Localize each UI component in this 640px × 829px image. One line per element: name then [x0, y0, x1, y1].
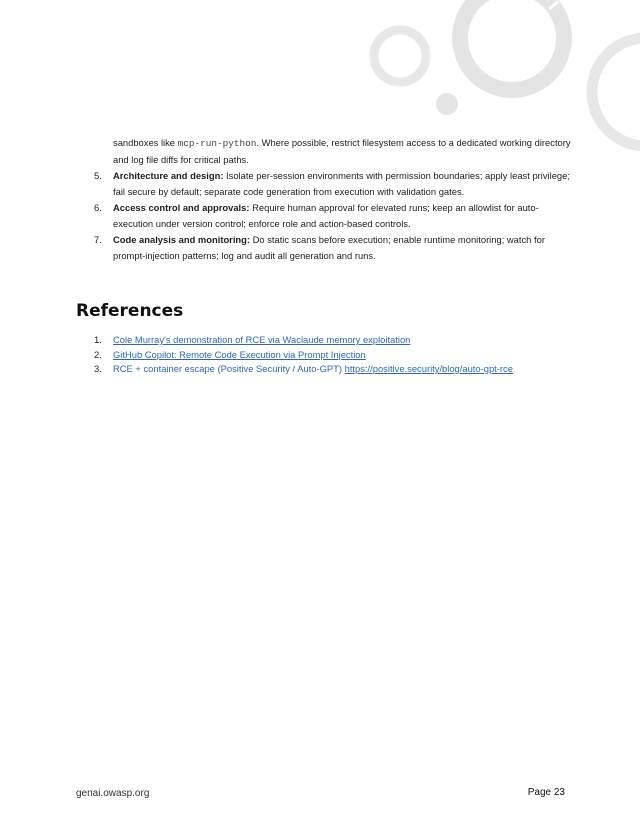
step-label: Architecture and design: — [113, 170, 224, 181]
list-number: 3. — [94, 363, 102, 374]
reference-link-cole-murray[interactable]: Cole Murray's demonstration of RCE via Waclaude memory exploitation — [113, 334, 411, 345]
list-number: 2. — [94, 348, 102, 360]
list-item — [76, 333, 576, 348]
list-item — [76, 232, 576, 264]
reference-link-auto-gpt-rce[interactable]: https://positive.security/blog/auto-gpt-rce — [344, 363, 513, 374]
reference-text-auto-gpt: RCE + container escape (Positive Security / Auto-GPT) — [113, 363, 345, 374]
reference-link-github-copilot[interactable]: GitHub Copilot: Remote Code Execution via Prompt Injection — [113, 348, 366, 360]
mitigation-steps-list — [76, 168, 576, 264]
list-number: 7. — [94, 234, 102, 245]
references-list — [76, 333, 576, 377]
list-number: 1. — [94, 334, 102, 345]
continuation-prefix: sandboxes like — [113, 137, 178, 148]
continuation-paragraph — [113, 135, 576, 168]
step-label: Code analysis and monitoring: — [113, 234, 250, 245]
page-content — [76, 135, 576, 377]
list-item — [76, 200, 576, 232]
step-text: Do static scans before execution; enable runtime monitoring; watch for prompt-injection patterns; log and audit all generation and runs. — [113, 234, 545, 261]
step-text: Require human approval for elevated runs; keep an allowlist for auto-execution under version control; enforce role and action-based controls. — [113, 202, 539, 229]
footer-site-url: genai.owasp.org — [76, 788, 150, 799]
list-item — [76, 348, 576, 363]
inline-code: mcp-run-python — [177, 138, 257, 149]
footer-page-number: Page 23 — [527, 787, 565, 798]
list-item — [76, 168, 576, 200]
list-number: 6. — [94, 202, 102, 213]
references-heading: References — [76, 301, 184, 321]
continuation-suffix: . Where possible, restrict filesystem access to a dedicated working directory and log file diffs for critical paths. — [113, 137, 571, 165]
list-item — [76, 362, 576, 377]
step-label: Access control and approvals: — [113, 202, 250, 213]
list-number: 5. — [94, 170, 102, 181]
step-text: Isolate per-session environments with permission boundaries; apply least privilege; fail secure by default; separate code generation from execution with validation gates. — [113, 170, 570, 197]
